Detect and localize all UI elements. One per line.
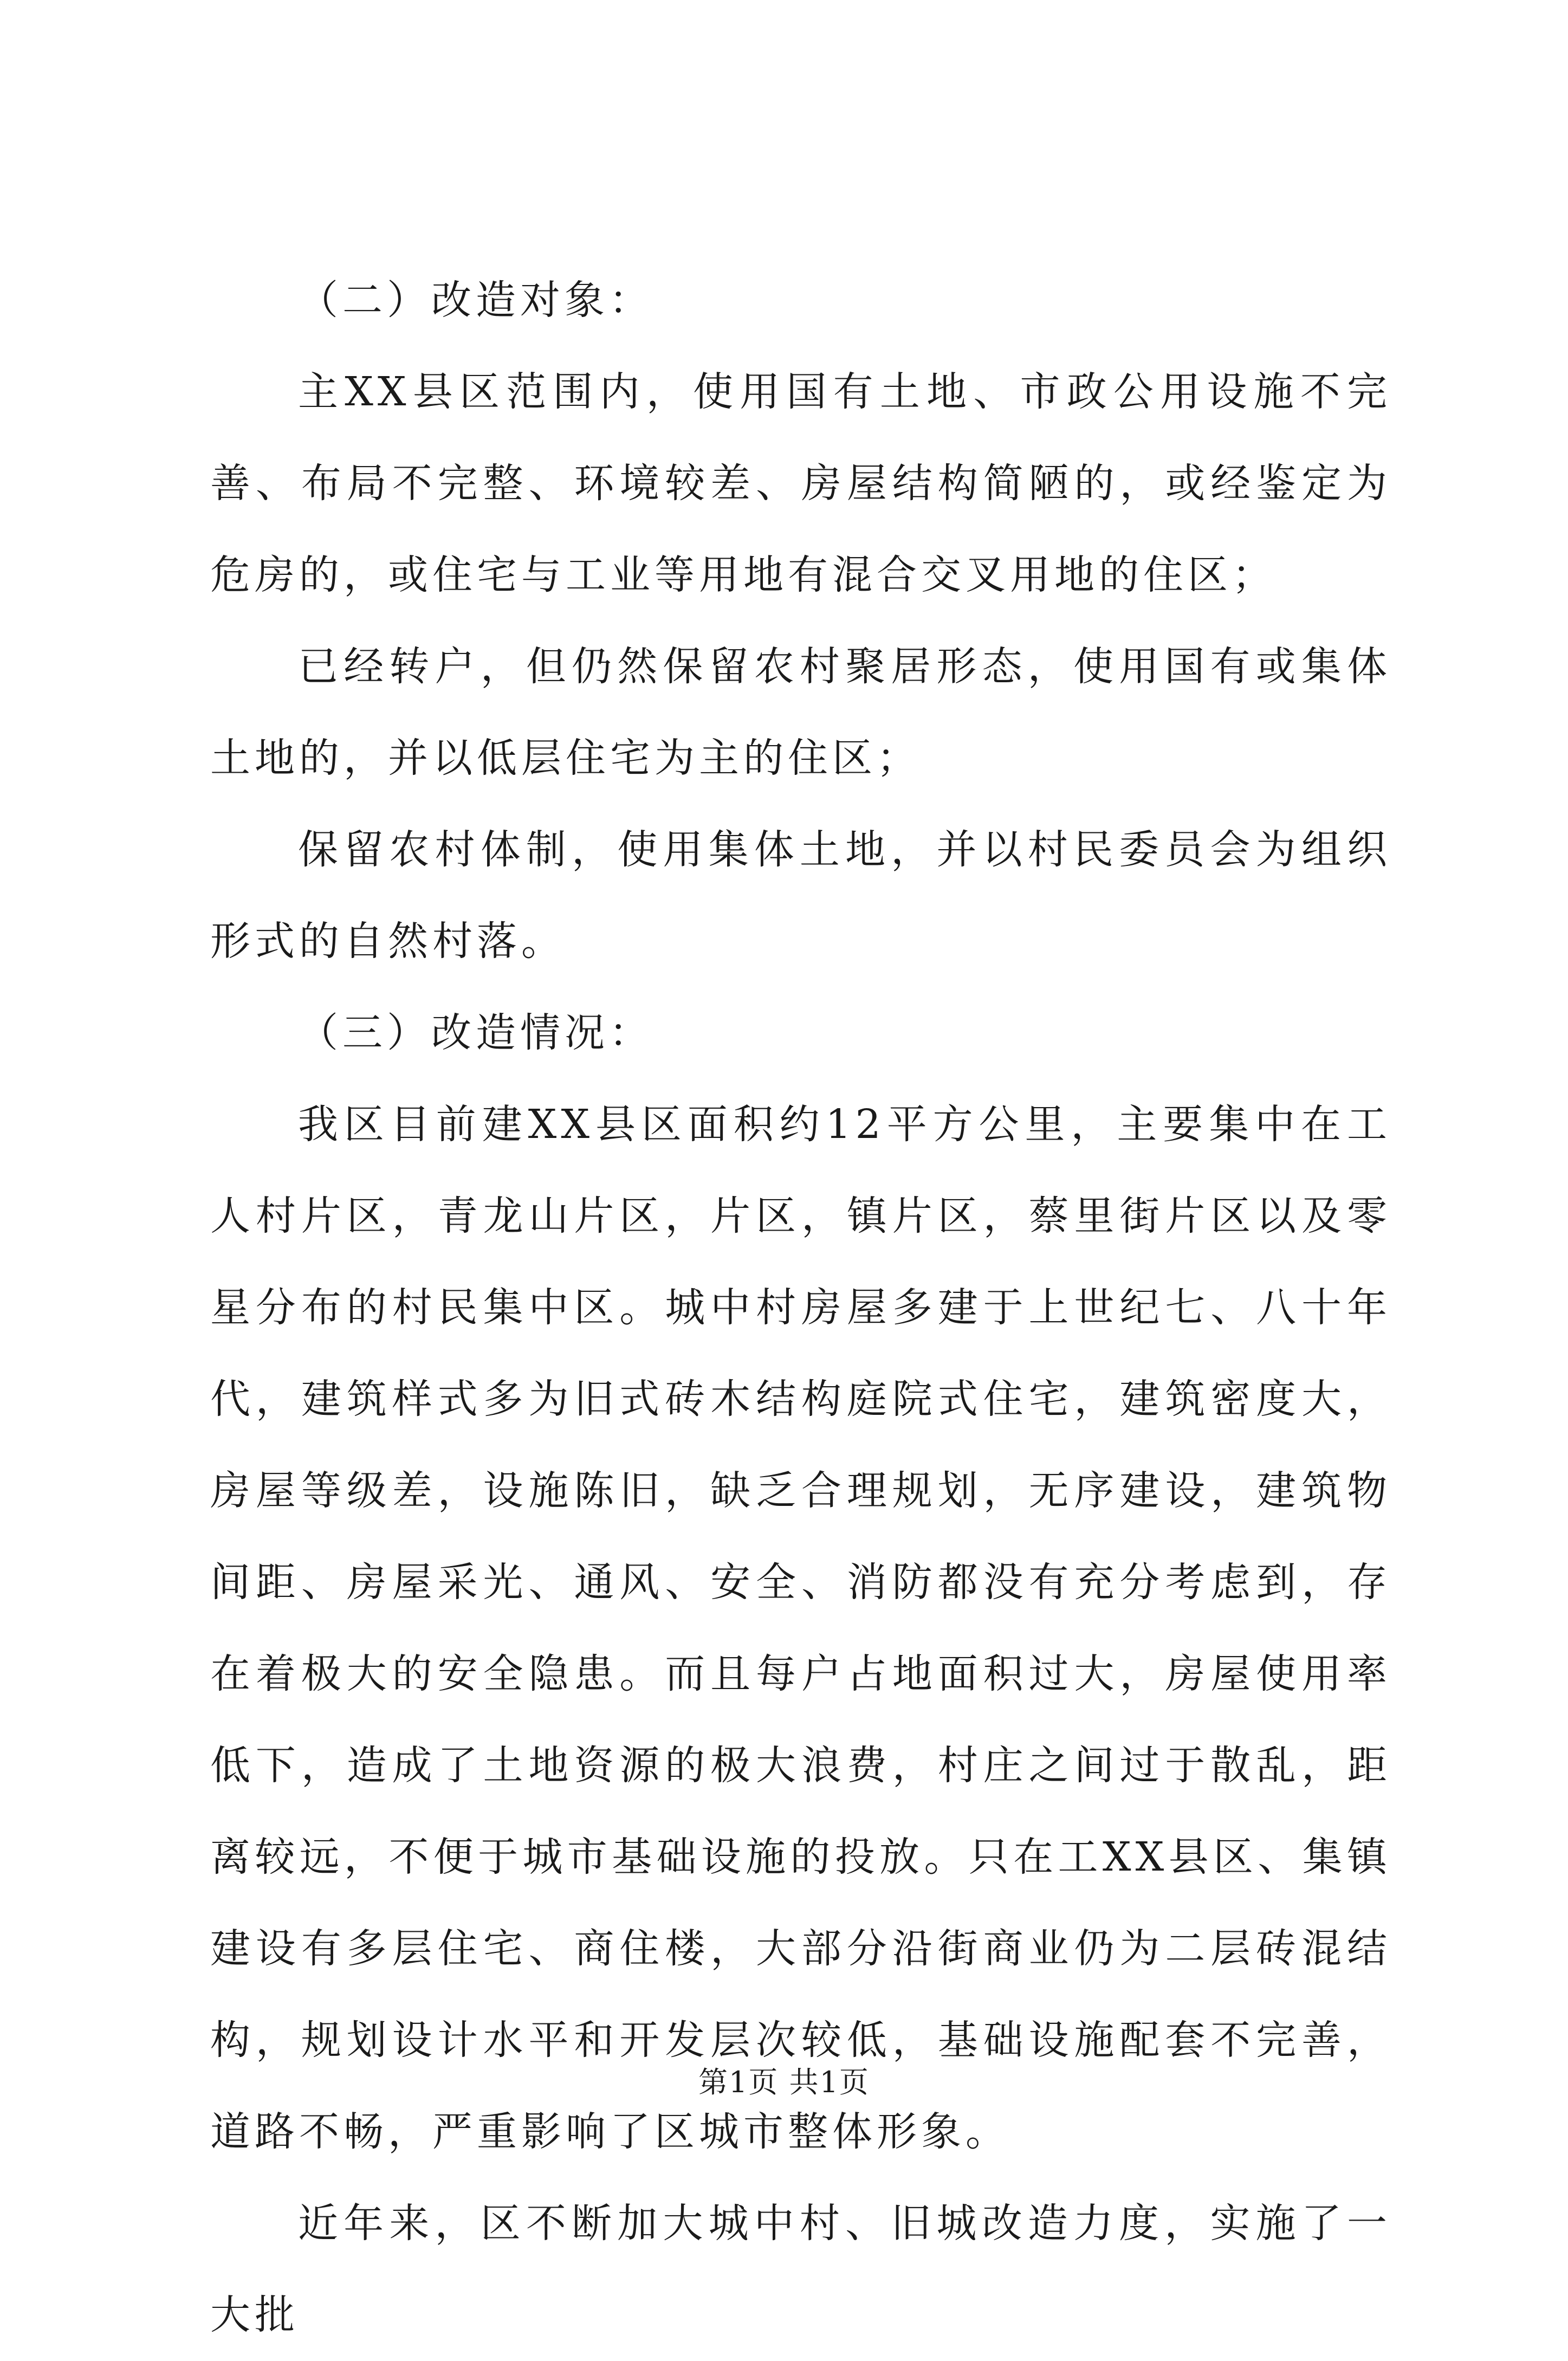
document-body [210, 255, 1391, 2361]
paragraph-rural-villages: 保留农村体制，使用集体土地，并以村民委员会为组织形式的自然村落。 [210, 826, 1391, 965]
section-heading-renovation-targets: （二）改造对象： [298, 277, 653, 324]
section-heading-renovation-status: （三）改造情况： [298, 1010, 653, 1056]
page-footer: 第1页 共1页 [698, 2065, 870, 2099]
paragraph-recent-years: 近年来，区不断加大城中村、旧城改造力度，实施了一大批 [210, 2200, 1391, 2338]
paragraph-current-status: 我区目前建XX县区面积约12平方公里，主要集中在工人村片区，青龙山片区，片区，镇片区，蔡里街片区以及零星分布的村民集中区。城中村房屋多建于上世纪七、八十年代，建筑样式多为旧式砖木结构庭院式住宅，建筑密度大，房屋等级差，设施陈旧，缺乏合理规划，无序建设，建筑物间距、房屋采光、通风、安全、消防都没有充分考虑到，存在着极大的安全隐患。而且每户占地面积过大，房屋使用率低下，造成了土地资源的极大浪费，村庄之间过于散乱，距离较远，不便于城市基础设施的投放。只在工XX县区、集镇建设有多层住宅、商住楼，大部分沿街商业仍为二层砖混结构，规划设计水平和开发层次较低，基础设施配套不完善，道路不畅，严重影响了区城市整体形象。 [210, 1101, 1391, 2155]
paragraph-converted-households: 已经转户，但仍然保留农村聚居形态，使用国有或集体土地的，并以低层住宅为主的住区； [210, 643, 1391, 781]
paragraph-target-scope: 主XX县区范围内，使用国有土地、市政公用设施不完善、布局不完整、环境较差、房屋结构简陋的，或经鉴定为危房的，或住宅与工业等用地有混合交叉用地的住区； [210, 368, 1391, 598]
